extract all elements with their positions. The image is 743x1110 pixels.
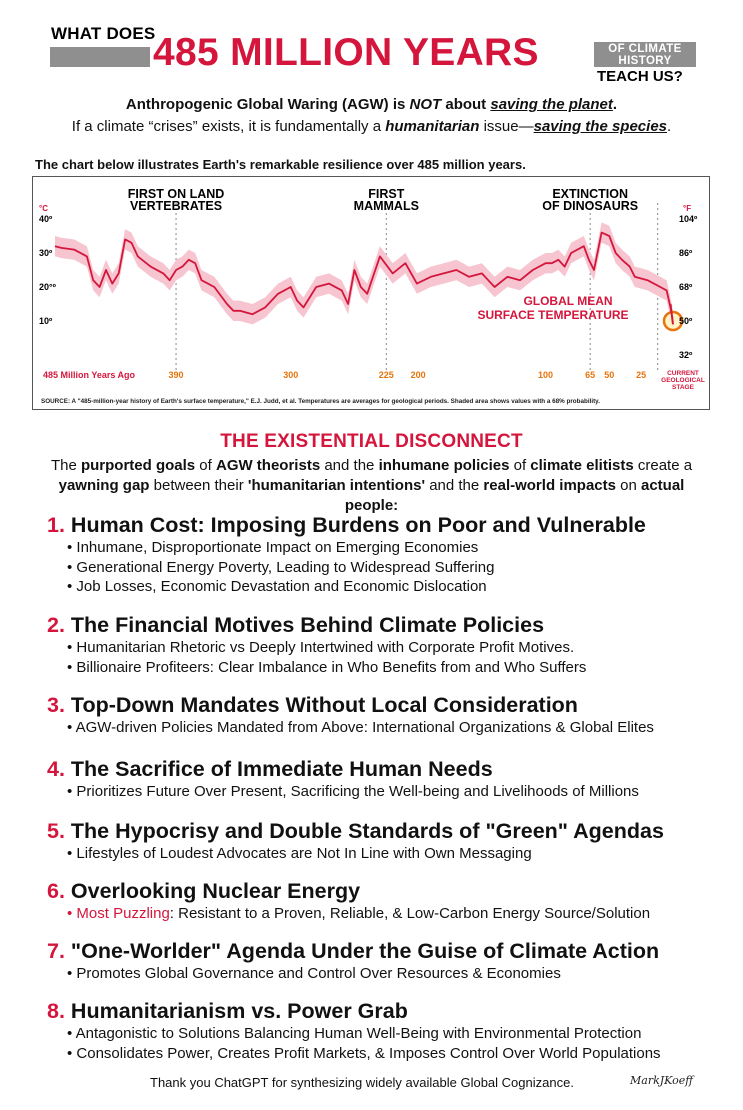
intro-bold: 'humanitarian intentions' (247, 477, 426, 494)
item-heading (47, 612, 717, 638)
list-item (47, 938, 717, 984)
intro-bold: yawning gap (58, 477, 150, 494)
lead-saving-planet: saving the planet (490, 96, 613, 113)
section-intro (40, 456, 703, 516)
intro-bold: purported goals (80, 457, 196, 474)
item-bullet: • Lifestyles of Loudest Advocates are Not In Line with Own Messaging (67, 845, 532, 862)
lead-line-2 (0, 118, 743, 135)
intro-text: of (509, 457, 531, 474)
intro-text: create a (633, 457, 693, 474)
item-heading (47, 938, 717, 964)
x-tick-label: 200 (410, 370, 426, 380)
intro-text: and the (425, 477, 484, 494)
item-heading (47, 756, 717, 782)
header-gray-bar (50, 47, 150, 67)
event-label: FIRST (368, 187, 405, 201)
item-bullet: • Generational Energy Poverty, Leading to Widespread Suffering (67, 558, 495, 576)
x-tick-label: 100 (538, 370, 554, 380)
x-tick-label: 25 (636, 370, 647, 380)
signature: MarkJKoeff (630, 1074, 694, 1087)
chart-intro: The chart below illustrates Earth's remarkable resilience over 485 million years. (35, 157, 526, 172)
intro-bold: actual people: (344, 477, 685, 514)
y-left-tick: 40º (39, 214, 53, 224)
item-number: 4. (47, 757, 65, 781)
y-right-tick: 68º (679, 282, 693, 292)
item-bullet: • Prioritizes Future Over Present, Sacrificing the Well-being and Livelihoods of Millions (67, 783, 639, 800)
item-bullet: • Billionaire Profiteers: Clear Imbalance in Who Benefits from and Who Suffers (67, 658, 587, 676)
intro-text: and the (320, 457, 379, 474)
item-title: "One-Worlder" Agenda Under the Guise of Climate Action (64, 939, 660, 963)
list-item (47, 756, 717, 802)
list-item (47, 692, 717, 738)
lead-humanitarian: humanitarian (385, 118, 480, 135)
item-title: Top-Down Mandates Without Local Consideration (64, 693, 578, 717)
item-number: 5. (47, 819, 65, 843)
item-bullet: • Antagonistic to Solutions Balancing Human Well-Being with Environmental Protection (67, 1025, 642, 1042)
intro-text: on (615, 477, 641, 494)
y-right-tick: 104º (679, 214, 698, 224)
event-label: MAMMALS (353, 199, 419, 213)
x-tick-label: 390 (168, 370, 184, 380)
x-tick-label: 225 (378, 370, 394, 380)
lead-text: . (612, 96, 618, 113)
intro-bold: inhumane policies (378, 457, 510, 474)
intro-bold: real-world impacts (483, 477, 616, 494)
item-number: 6. (47, 879, 65, 903)
x-end-label: STAGE (672, 384, 694, 391)
intro-text: between their (149, 477, 248, 494)
list-item (47, 998, 717, 1063)
lead-line-1 (0, 96, 743, 113)
header-main-title: 485 MILLION YEARS (153, 31, 539, 74)
x-tick-label: 485 Million Years Ago (43, 370, 136, 380)
list-item (47, 818, 717, 864)
item-bullet: • Promotes Global Governance and Control Over Resources & Economies (67, 965, 561, 982)
temperature-chart (32, 176, 710, 410)
item-number: 3. (47, 693, 65, 717)
list-item (47, 612, 717, 677)
item-title: The Hypocrisy and Double Standards of "Green" Agendas (64, 819, 664, 843)
lead-text: issue— (479, 118, 534, 135)
footer-text: Thank you ChatGPT for synthesizing widely available Global Cognizance. (150, 1075, 574, 1090)
item-bullet: • Humanitarian Rhetoric vs Deeply Intertwined with Corporate Profit Motives. (67, 639, 575, 656)
header-teach-us: TEACH US? (597, 68, 683, 85)
header-of-climate: OF CLIMATE (608, 43, 682, 55)
item-heading (47, 692, 717, 718)
item-title: The Financial Motives Behind Climate Policies (64, 613, 545, 637)
x-tick-label: 50 (604, 370, 615, 380)
header-what-does: WHAT DOES (51, 24, 156, 43)
temperature-chart-svg (33, 177, 708, 408)
event-label: EXTINCTION (552, 187, 629, 201)
item-bullet: • Inhumane, Disproportionate Impact on Emerging Economies (67, 539, 479, 556)
intro-bold: climate elitists (530, 457, 634, 474)
lead-text: If a climate “crises” exists, it is fundamentally a (71, 118, 386, 135)
item-number: 1. (47, 513, 65, 537)
x-end-label: GEOLOGICAL (661, 377, 705, 384)
item-bullet: • AGW-driven Policies Mandated from Above: International Organizations & Global Elites (67, 719, 654, 736)
item-number: 8. (47, 999, 65, 1023)
lead-not: NOT (409, 96, 442, 113)
intro-bold: AGW theorists (215, 457, 321, 474)
item-heading (47, 878, 717, 904)
intro-text: The (50, 457, 81, 474)
y-left-tick: 10º (39, 316, 53, 326)
lead-saving-species: saving the species (533, 118, 668, 135)
chart-annotation: GLOBAL MEAN (523, 294, 613, 308)
item-title: Overlooking Nuclear Energy (64, 879, 361, 903)
bullet-text: : Resistant to a Proven, Reliable, & Low-Carbon Energy Source/Solution (169, 905, 651, 922)
y-right-tick: 32º (679, 350, 693, 360)
y-left-tick: 30º (39, 248, 53, 258)
event-label: VERTEBRATES (129, 199, 223, 213)
item-number: 7. (47, 939, 65, 963)
header-climate-history-box (594, 42, 696, 67)
x-tick-label: 65 (585, 370, 596, 380)
item-bullet: • Job Losses, Economic Devastation and Economic Dislocation (67, 578, 487, 595)
intro-text: of (195, 457, 216, 474)
y-right-tick: 50º (679, 316, 693, 326)
item-bullet (47, 904, 717, 924)
item-heading (47, 512, 717, 538)
item-title: The Sacrifice of Immediate Human Needs (64, 757, 493, 781)
y-left-unit: °C (39, 204, 48, 213)
list-item (47, 512, 717, 597)
item-heading (47, 818, 717, 844)
list-item (47, 878, 717, 924)
section-title: THE EXISTENTIAL DISCONNECT (220, 431, 523, 452)
x-end-label: CURRENT (667, 370, 699, 377)
y-right-unit: °F (683, 204, 692, 213)
lead-text: about (441, 96, 491, 113)
event-label: FIRST ON LAND (127, 187, 225, 201)
lead-text: Anthropogenic Global Waring (AGW) is (125, 96, 410, 113)
event-label: OF DINOSAURS (542, 199, 639, 213)
y-right-tick: 86º (679, 248, 693, 258)
chart-source: SOURCE: A "485-million-year history of Earth's surface temperature," E.J. Judd, et al. Temperatures are averages for geological periods. Shaded area shows values with a 68% probability. (41, 398, 600, 405)
item-number: 2. (47, 613, 65, 637)
chart-annotation: SURFACE TEMPERATURE (477, 308, 629, 322)
y-left-tick: 20°º (39, 282, 56, 292)
header-history: HISTORY (618, 55, 672, 67)
item-title: Humanitarianism vs. Power Grab (64, 999, 408, 1023)
item-heading (47, 998, 717, 1024)
item-title: Human Cost: Imposing Burdens on Poor and Vulnerable (64, 513, 646, 537)
x-tick-label: 300 (283, 370, 299, 380)
lead-text: . (667, 118, 672, 135)
item-bullet: • Consolidates Power, Creates Profit Markets, & Imposes Control Over World Populations (67, 1044, 661, 1062)
bullet-highlight: • Most Puzzling (67, 905, 170, 922)
